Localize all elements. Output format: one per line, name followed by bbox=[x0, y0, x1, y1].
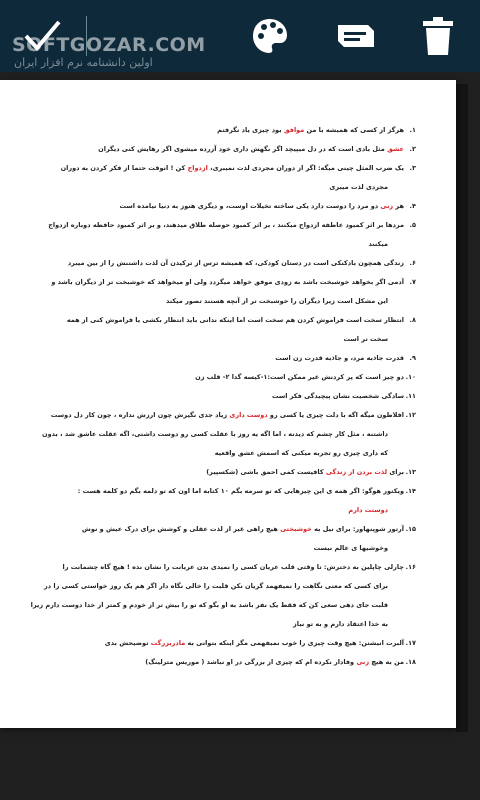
line-text bbox=[20, 203, 404, 210]
color-button[interactable] bbox=[230, 0, 310, 72]
line-text-start: چارلی چاپلین به دخترش: تا وقتی قلب عریان کسی را نمیدی بدن عریانت را نشان نده ! هیچ گاه چشمانت را bbox=[62, 562, 404, 571]
highlighted-word: خوشبختی bbox=[280, 524, 312, 533]
line-text-start: به خدا اعتقاد دارم و به تو نیاز bbox=[293, 619, 388, 628]
line-text bbox=[20, 583, 404, 590]
line-text bbox=[20, 564, 404, 571]
document-line bbox=[20, 295, 416, 307]
line-text bbox=[20, 374, 404, 381]
line-text bbox=[20, 146, 404, 153]
document-line bbox=[20, 276, 416, 288]
document-line bbox=[20, 371, 416, 383]
document-line bbox=[20, 599, 416, 611]
line-text-start: سادگی شخصیت نشان پیچیدگی فکر است bbox=[271, 391, 404, 400]
line-text-end: زیاد جدی نگیرش چون ارزش نداره ، چون کار دل دوست bbox=[50, 410, 230, 419]
line-text bbox=[20, 545, 404, 552]
line-text-start: قلبت جای دهی سعی کن که فقط یک نفر باشد به او بگو که تو را بیش تر از خودم و کمتر از خدا دوست دارم زیرا bbox=[30, 600, 388, 609]
document-line bbox=[20, 637, 416, 649]
line-text-start: برای bbox=[387, 467, 404, 476]
line-text-end: کافیست کمی احمق باشی (شکسپیر) bbox=[206, 467, 326, 476]
document-line bbox=[20, 162, 416, 174]
line-text-start: آرتور شوپنهاور: برای نیل به bbox=[311, 524, 404, 533]
line-text-start: مردها بر اثر کمبود عاطفه ازدواج میکنند ، بر اثر کمبود حوصله طلاق میدهند، و بر اثر کمبود حافظه دوباره ازدواج bbox=[48, 220, 404, 229]
line-text bbox=[20, 260, 404, 267]
line-text bbox=[20, 393, 404, 400]
line-text-start: هر bbox=[393, 201, 404, 210]
highlighted-word: موافق bbox=[283, 125, 305, 134]
line-text-start: این مشکل است زیرا دیگران را خوشبخت تر از آنچه هستند تصور میکند bbox=[165, 296, 388, 305]
line-text-start: یک ضرب المثل چینی میگه: اگر از دوران مجردی لذت نمیبری، bbox=[207, 163, 404, 172]
line-text-start: سخت تر است bbox=[343, 334, 388, 343]
document-line bbox=[20, 542, 416, 554]
highlighted-word: لذت بردن از زندگی bbox=[325, 467, 388, 476]
line-number: ۹. bbox=[409, 353, 416, 362]
line-number: ۵. bbox=[409, 220, 416, 229]
line-text-start: دو چیز است که پر کردنش غیر ممکن است:۱-کیسه گدا ۲- قلب زن bbox=[195, 372, 404, 381]
line-text bbox=[20, 127, 404, 134]
document-line bbox=[20, 409, 416, 421]
line-text-end: وفادار نکرده ام که چیزی از بزرگی در او نباشد ( موریس مترلینگ) bbox=[145, 657, 357, 666]
highlighted-word: ازدواج bbox=[187, 163, 208, 172]
document-line bbox=[20, 257, 416, 269]
document-line bbox=[20, 314, 416, 326]
line-number: ۱۶. bbox=[405, 562, 416, 571]
line-text bbox=[20, 469, 404, 476]
document-line bbox=[20, 181, 416, 193]
line-text-start: وخوشیها ی عالم نیست bbox=[313, 543, 388, 552]
document-line bbox=[20, 143, 416, 155]
document-line bbox=[20, 124, 416, 136]
line-number: ۱۰. bbox=[405, 372, 416, 381]
line-text bbox=[20, 222, 404, 229]
palette-icon bbox=[250, 16, 290, 56]
line-text bbox=[20, 602, 404, 609]
line-number: ۴. bbox=[409, 201, 416, 210]
line-text-end: دو مرد را دوست دارد یکی ساخته تخیلات اوست، و دیگری هنوز به دنیا نیامده است bbox=[119, 201, 381, 210]
line-number: ۲. bbox=[409, 144, 416, 153]
watermark-brand: SOFTGOZAR.COM bbox=[12, 34, 206, 56]
document-line bbox=[20, 466, 416, 478]
line-text bbox=[20, 336, 404, 343]
highlighted-word: زنی bbox=[380, 201, 394, 210]
line-text-start: ویکتور هوگو: اگر همه ی این چیزهایی که تو سرمه بگم ۱۰ کتابه اما اون که تو دلمه بگم دو کلمه هست : bbox=[77, 486, 404, 495]
line-text-start: آدمی اگر بخواهد خوشبخت باشد به زودی موفق خواهد میگردد ولی او میخواهد که خوشبخت تر از دیگران باشد و bbox=[51, 277, 404, 286]
line-number: ۱۵. bbox=[405, 524, 416, 533]
text-format-button[interactable] bbox=[316, 0, 396, 72]
line-text-start: زندگی همچون بادکنکی است در دستان کودکی، که همیشه ترس از ترکیدن آن لذت داشتنش را از بین میبرد bbox=[67, 258, 404, 267]
line-text-start: که داری چیزی رو تجربه میکنی که اسمش عشق واقعیه bbox=[214, 448, 388, 457]
document-line bbox=[20, 238, 416, 250]
line-text-end: بود چیزی یاد نگرفتم bbox=[217, 125, 284, 134]
document-line bbox=[20, 656, 416, 668]
line-text-end: توضیحش بدی bbox=[104, 638, 151, 647]
document-line bbox=[20, 219, 416, 231]
document-line bbox=[20, 390, 416, 402]
line-text bbox=[20, 317, 404, 324]
document-line bbox=[20, 200, 416, 212]
document-line bbox=[20, 618, 416, 630]
line-number: ۱. bbox=[409, 125, 416, 134]
line-text-start: افلاطون میگه اگه با دلت چیزی یا کسی رو bbox=[267, 410, 404, 419]
line-text bbox=[20, 659, 404, 666]
line-number: ۱۳. bbox=[405, 467, 416, 476]
document-line bbox=[20, 504, 416, 516]
line-text bbox=[20, 165, 404, 172]
line-number: ۶. bbox=[409, 258, 416, 267]
line-text bbox=[20, 507, 404, 514]
document-line bbox=[20, 485, 416, 497]
document-line bbox=[20, 523, 416, 535]
line-text-start: آلبرت انیشتن: هیچ وقت چیزی را خوب نمیفهمی مگر اینکه بتوانی به bbox=[185, 638, 404, 647]
delete-button[interactable] bbox=[398, 0, 478, 72]
line-text bbox=[20, 450, 404, 457]
line-text bbox=[20, 279, 404, 286]
highlighted-word: زنی bbox=[356, 657, 370, 666]
highlighted-word: دوستت دارم bbox=[348, 505, 388, 514]
line-text bbox=[20, 526, 404, 533]
page-shadow bbox=[456, 84, 468, 732]
highlighted-word: عشق bbox=[387, 144, 404, 153]
watermark-tagline: اولین دانشنامه نرم افزار ایران bbox=[14, 56, 153, 69]
line-text bbox=[20, 241, 404, 248]
document-line bbox=[20, 352, 416, 364]
text-format-icon bbox=[336, 21, 376, 51]
line-text-start: قدرت جاذبه مرد، و جاذبه قدرت زن است bbox=[275, 353, 404, 362]
line-text bbox=[20, 640, 404, 647]
document-line bbox=[20, 447, 416, 459]
line-text-start: هرگز از کسی که همیشه با من bbox=[304, 125, 404, 134]
document-line bbox=[20, 333, 416, 345]
line-number: ۱۴. bbox=[405, 486, 416, 495]
line-text-start: برای کسی که معنی نگاهت را نمیفهمد گریان نکن قلبت را خالی نگاه دار اگر هم یک روز خواستی کسی را در bbox=[44, 581, 388, 590]
line-number: ۷. bbox=[409, 277, 416, 286]
line-number: ۳. bbox=[409, 163, 416, 172]
line-number: ۸. bbox=[409, 315, 416, 324]
line-text bbox=[20, 184, 404, 191]
line-text-end: مثل بادی است که در دل میپیچد اگر نگهش داری خود آزرده میشوی اگر رهایش کنی دیگران bbox=[98, 144, 388, 153]
line-number: ۱۱. bbox=[405, 391, 416, 400]
line-text bbox=[20, 298, 404, 305]
highlighted-word: دوست داری bbox=[229, 410, 268, 419]
line-number: ۱۲. bbox=[405, 410, 416, 419]
line-text bbox=[20, 412, 404, 419]
highlighted-word: مادربزرگت bbox=[150, 638, 186, 647]
line-text bbox=[20, 355, 404, 362]
line-text bbox=[20, 431, 404, 438]
line-text-end: هیچ راهی غیر از لذت عقلی و کوشش برای درک عیش و نوش bbox=[81, 524, 281, 533]
line-text bbox=[20, 621, 404, 628]
document-page bbox=[0, 80, 456, 728]
document-text bbox=[20, 124, 416, 675]
trash-icon bbox=[421, 16, 455, 56]
line-text-start: مجردی لذت میبری bbox=[329, 182, 388, 191]
line-text-start: انتظار سخت است فراموش کردن هم سخت است اما اینکه ندانی باید انتظار بکشی یا فراموش کنی از همه bbox=[66, 315, 404, 324]
line-text-start: داشتنه ، مثل کار چشم که دیدنه ، اما اگه یه روز با عقلت کسی رو دوست داشتی، اگه عقلت عاشق شد ، بدون bbox=[42, 429, 388, 438]
line-text-start: میکنند bbox=[368, 239, 388, 248]
line-text-end: کن ! انوقت حتما از فکر کردن به دوران bbox=[60, 163, 188, 172]
line-text-start: من به هیچ bbox=[369, 657, 404, 666]
document-line bbox=[20, 580, 416, 592]
document-line bbox=[20, 428, 416, 440]
line-number: ۱۸. bbox=[405, 657, 416, 666]
top-toolbar bbox=[0, 0, 480, 72]
line-text bbox=[20, 488, 404, 495]
line-number: ۱۷. bbox=[405, 638, 416, 647]
document-line bbox=[20, 561, 416, 573]
